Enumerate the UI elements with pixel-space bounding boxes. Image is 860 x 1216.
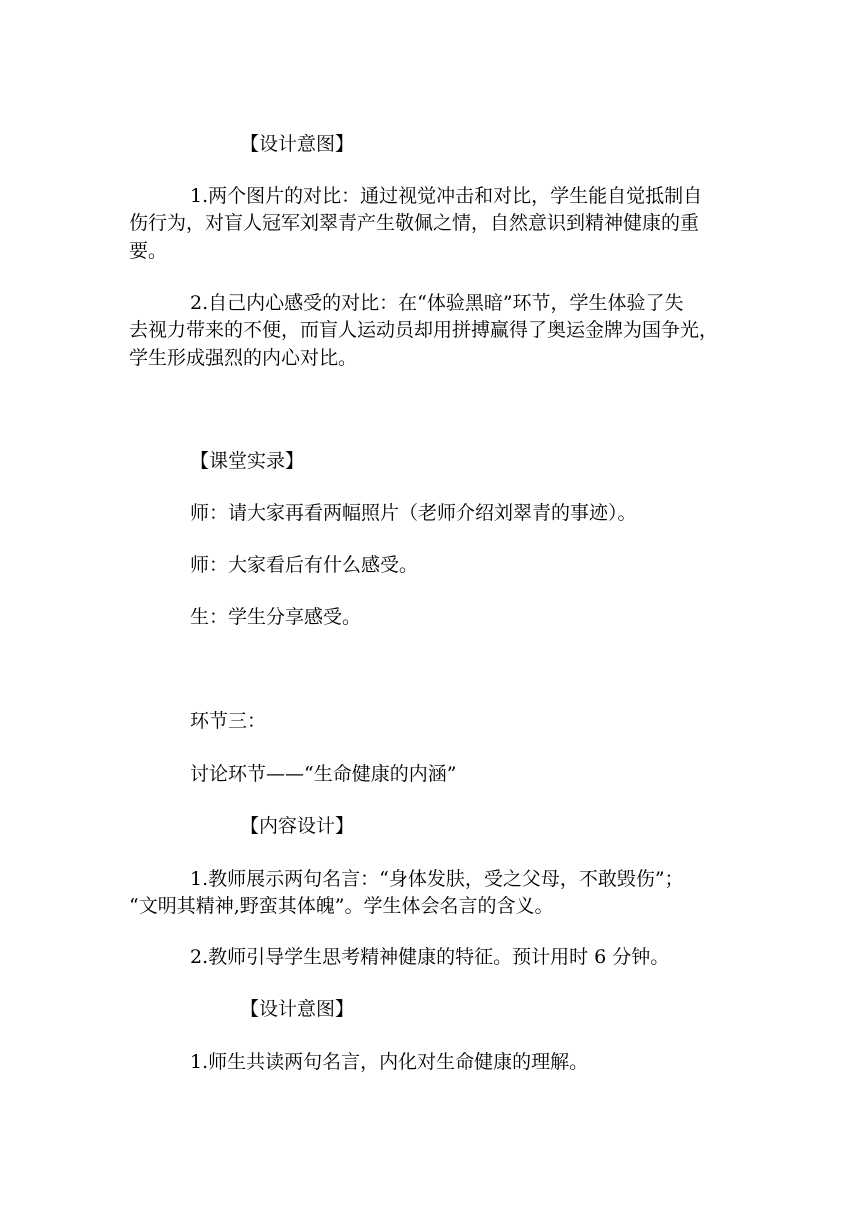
heading-content-design: 【内容设计】 — [240, 815, 355, 837]
paragraph-line: 2.自己内心感受的对比：在“体验黑暗”环节，学生体验了失 — [190, 292, 684, 314]
paragraph-line: 2.教师引导学生思考精神健康的特征。预计用时 6 分钟。 — [190, 946, 670, 968]
paragraph-line: 1.两个图片的对比：通过视觉冲击和对比，学生能自觉抵制自 — [190, 185, 703, 207]
heading-design-intent: 【设计意图】 — [240, 998, 355, 1020]
heading-design-intent: 【设计意图】 — [240, 133, 355, 155]
paragraph-line: 学生形成强烈的内心对比。 — [129, 347, 358, 369]
paragraph-line: 1.师生共读两句名言，内化对生命健康的理解。 — [190, 1051, 589, 1073]
paragraph-line: 伤行为，对盲人冠军刘翠青产生敬佩之情，自然意识到精神健康的重 — [129, 212, 700, 234]
section-label: 环节三： — [190, 710, 267, 732]
paragraph-line: “文明其精神,野蛮其体魄”。学生体会名言的含义。 — [129, 895, 554, 917]
paragraph-line: 去视力带来的不便，而盲人运动员却用拼搏赢得了奥运金牌为国争光， — [129, 319, 719, 341]
dialog-line: 师：请大家再看两幅照片（老师介绍刘翠青的事迹）。 — [190, 502, 637, 524]
dialog-line: 生：学生分享感受。 — [190, 606, 362, 628]
paragraph-line: 要。 — [129, 240, 168, 262]
heading-classroom-record: 【课堂实录】 — [190, 450, 305, 472]
section-title: 讨论环节——“生命健康的内涵” — [190, 763, 457, 785]
dialog-line: 师：大家看后有什么感受。 — [190, 554, 419, 576]
paragraph-line: 1.教师展示两句名言：“身体发肤，受之父母，不敢毁伤”； — [190, 868, 684, 890]
